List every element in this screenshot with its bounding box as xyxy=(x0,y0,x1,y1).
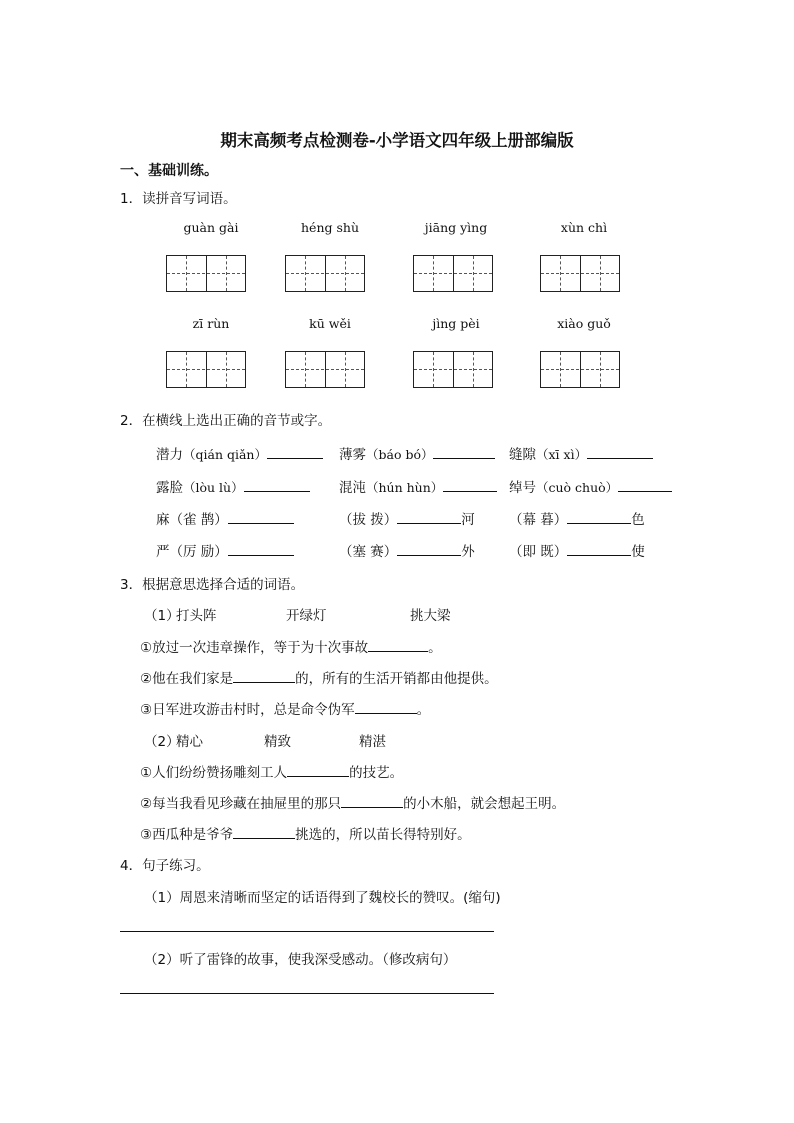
answer-blank[interactable] xyxy=(355,699,417,714)
answer-blank[interactable] xyxy=(267,444,323,459)
choice-item: （幕 暮） 色 xyxy=(509,508,645,528)
sentence-item: ③西瓜种是爷爷 挑选的，所以苗长得特别好。 xyxy=(140,823,471,843)
answer-blank[interactable] xyxy=(433,444,495,459)
answer-blank[interactable] xyxy=(397,509,461,524)
choice-item: 薄雾（báo bó） xyxy=(339,443,495,463)
pinyin-label: xiào guǒ xyxy=(557,316,611,331)
choice-item: 绰号（cuò chuò） xyxy=(509,476,672,496)
word-option: 挑大梁 xyxy=(410,608,451,624)
page-title: 期末高频考点检测卷-小学语文四年级上册部编版 xyxy=(220,131,574,150)
choice-item: 麻（雀 鹊） xyxy=(156,508,294,528)
answer-blank[interactable] xyxy=(233,824,295,839)
answer-line[interactable] xyxy=(120,993,494,994)
word-option: 打头阵 xyxy=(176,608,217,624)
writing-grid[interactable] xyxy=(540,255,620,292)
sentence-item: ②他在我们家是 的，所有的生活开销都由他提供。 xyxy=(140,667,498,687)
word-option: 精致 xyxy=(264,734,291,750)
answer-blank[interactable] xyxy=(587,444,653,459)
pinyin-label: jiāng yìng xyxy=(424,220,488,235)
writing-grid[interactable] xyxy=(166,255,246,292)
exercise-prompt: （1）周恩来清晰而坚定的话语得到了魏校长的赞叹。(缩句) xyxy=(144,890,501,906)
choice-item: 混沌（hún hùn） xyxy=(339,476,497,496)
writing-grid[interactable] xyxy=(166,351,246,388)
choice-item: （塞 赛） 外 xyxy=(339,540,475,560)
answer-blank[interactable] xyxy=(567,541,631,556)
sentence-item: ③日军进攻游击村时，总是命令伪军 。 xyxy=(140,698,430,718)
answer-blank[interactable] xyxy=(244,477,310,492)
pinyin-label: héng shù xyxy=(301,220,359,235)
answer-blank[interactable] xyxy=(368,637,428,652)
word-group-number: （1） xyxy=(144,608,180,624)
word-option: 精湛 xyxy=(359,734,386,750)
answer-blank[interactable] xyxy=(567,509,631,524)
sentence-item: ①放过一次违章操作，等于为十次事故 。 xyxy=(140,636,442,656)
choice-item: 严（厉 励） xyxy=(156,540,294,560)
answer-blank[interactable] xyxy=(443,477,497,492)
writing-grid[interactable] xyxy=(540,351,620,388)
answer-blank[interactable] xyxy=(287,762,349,777)
answer-blank[interactable] xyxy=(233,668,295,683)
sentence-item: ①人们纷纷赞扬雕刻工人 的技艺。 xyxy=(140,761,403,781)
question-4-label: 4．句子练习。 xyxy=(120,858,210,874)
choice-item: 缝隙（xī xì） xyxy=(509,443,653,463)
word-group-number: （2） xyxy=(144,734,180,750)
answer-blank[interactable] xyxy=(228,509,294,524)
pinyin-label: guàn gài xyxy=(183,220,239,235)
question-1-label: 1．读拼音写词语。 xyxy=(120,191,237,207)
answer-blank[interactable] xyxy=(618,477,672,492)
answer-blank[interactable] xyxy=(341,793,403,808)
writing-grid[interactable] xyxy=(285,351,365,388)
writing-grid[interactable] xyxy=(285,255,365,292)
choice-item: 潜力（qián qiǎn） xyxy=(156,443,323,463)
choice-item: （拔 拨） 河 xyxy=(339,508,475,528)
answer-blank[interactable] xyxy=(397,541,461,556)
sentence-item: ②每当我看见珍藏在抽屉里的那只 的小木船，就会想起王明。 xyxy=(140,792,565,812)
writing-grid[interactable] xyxy=(413,351,493,388)
answer-blank[interactable] xyxy=(228,541,294,556)
section-heading: 一、基础训练。 xyxy=(120,163,218,179)
question-2-label: 2．在横线上选出正确的音节或字。 xyxy=(120,413,332,429)
writing-grid[interactable] xyxy=(413,255,493,292)
exercise-prompt: （2）听了雷锋的故事，使我深受感动。（修改病句） xyxy=(144,952,457,968)
choice-item: 露脸（lòu lù） xyxy=(156,476,310,496)
choice-item: （即 既） 使 xyxy=(509,540,645,560)
pinyin-label: xùn chì xyxy=(560,220,608,235)
question-3-label: 3．根据意思选择合适的词语。 xyxy=(120,577,305,593)
word-option: 开绿灯 xyxy=(286,608,327,624)
pinyin-label: kū wěi xyxy=(309,316,351,331)
word-option: 精心 xyxy=(176,734,203,750)
pinyin-label: jìng pèi xyxy=(432,316,480,331)
pinyin-label: zī rùn xyxy=(192,316,230,331)
answer-line[interactable] xyxy=(120,931,494,932)
